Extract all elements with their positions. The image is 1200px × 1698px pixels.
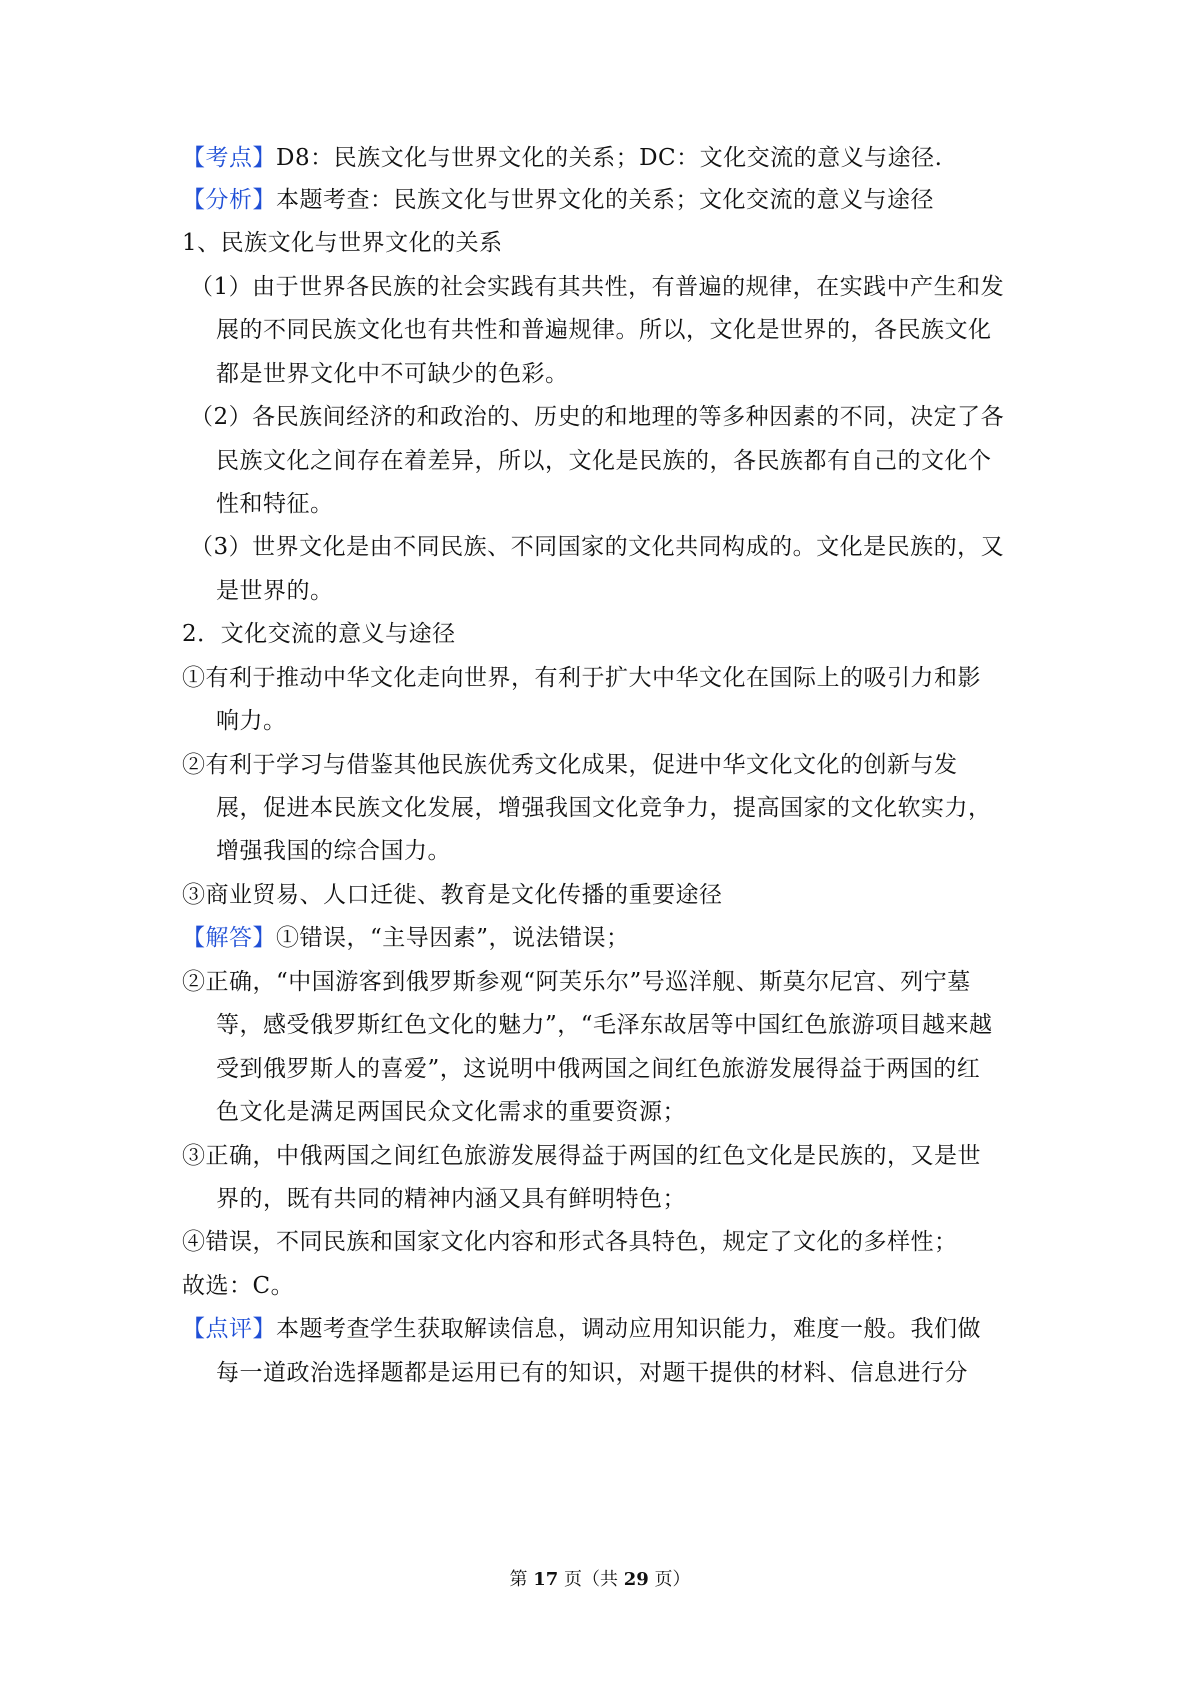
paragraph-line: 响力。 — [216, 708, 287, 734]
paragraph-line: 故选：C。 — [182, 1273, 295, 1299]
paragraph-line: ③商业贸易、人口迁徙、教育是文化传播的重要途径 — [182, 882, 723, 908]
paragraph-line: （2）各民族间经济的和政治的、历史的和地理的等多种因素的不同，决定了各 — [190, 404, 1005, 430]
paragraph-line: ④错误，不同民族和国家文化内容和形式各具特色，规定了文化的多样性； — [182, 1229, 958, 1255]
jieda-tag: 【解答】 — [182, 925, 276, 951]
paragraph-line: 展，促进本民族文化发展，增强我国文化竞争力，提高国家的文化软实力， — [216, 795, 992, 821]
paragraph-line: ①有利于推动中华文化走向世界，有利于扩大中华文化在国际上的吸引力和影 — [182, 665, 981, 691]
paragraph-line: 每一道政治选择题都是运用已有的知识，对题干提供的材料、信息进行分 — [216, 1360, 968, 1386]
dianping-tag: 【点评】 — [182, 1316, 276, 1342]
paragraph-line: 等，感受俄罗斯红色文化的魅力”，“毛泽东故居等中国红色旅游项目越来越 — [216, 1012, 993, 1038]
footer-prefix: 第 — [509, 1569, 528, 1590]
dianping-line — [182, 1314, 1042, 1344]
paragraph-line: 增强我国的综合国力。 — [216, 838, 451, 864]
jieda-text: ①错误，“主导因素”，说法错误； — [276, 925, 630, 951]
paragraph-line: 1、民族文化与世界文化的关系 — [182, 230, 503, 256]
total-page-number: 29 — [623, 1569, 649, 1590]
paragraph-line: 受到俄罗斯人的喜爱”，这说明中俄两国之间红色旅游发展得益于两国的红 — [216, 1056, 981, 1082]
paragraph-line: 色文化是满足两国民众文化需求的重要资源； — [216, 1099, 686, 1125]
paragraph-line: （1）由于世界各民族的社会实践有其共性，有普遍的规律，在实践中产生和发 — [190, 274, 1005, 300]
page-footer — [0, 1568, 1200, 1592]
kaodian-text: D8：民族文化与世界文化的关系；DC：文化交流的意义与途径. — [276, 145, 943, 171]
fenxi-text: 本题考查：民族文化与世界文化的关系；文化交流的意义与途径 — [276, 187, 934, 213]
paragraph-line: 是世界的。 — [216, 578, 334, 604]
paragraph-line: ②正确，“中国游客到俄罗斯参观“阿芙乐尔”号巡洋舰、斯莫尔尼宫、列宁墓 — [182, 969, 971, 995]
paragraph-line: ③正确，中俄两国之间红色旅游发展得益于两国的红色文化是民族的，又是世 — [182, 1143, 981, 1169]
paragraph-line: 2．文化交流的意义与途径 — [182, 621, 456, 647]
fenxi-tag: 【分析】 — [182, 187, 276, 213]
jieda-line — [182, 923, 1042, 953]
paragraph-line: 性和特征。 — [216, 491, 334, 517]
dianping-text: 本题考查学生获取解读信息，调动应用知识能力，难度一般。我们做 — [276, 1316, 981, 1342]
kaodian-line — [182, 143, 1042, 173]
fenxi-line — [182, 185, 1042, 215]
paragraph-line: 展的不同民族文化也有共性和普遍规律。所以，文化是世界的，各民族文化 — [216, 317, 992, 343]
footer-middle: 页（共 — [564, 1569, 618, 1590]
footer-suffix: 页） — [654, 1569, 691, 1590]
paragraph-line: 界的，既有共同的精神内涵又具有鲜明特色； — [216, 1186, 686, 1212]
paragraph-line: 民族文化之间存在着差异，所以，文化是民族的，各民族都有自己的文化个 — [216, 448, 992, 474]
paragraph-line: 都是世界文化中不可缺少的色彩。 — [216, 361, 569, 387]
kaodian-tag: 【考点】 — [182, 145, 276, 171]
paragraph-line: （3）世界文化是由不同民族、不同国家的文化共同构成的。文化是民族的，又 — [190, 534, 1005, 560]
current-page-number: 17 — [533, 1569, 559, 1590]
paragraph-line: ②有利于学习与借鉴其他民族优秀文化成果，促进中华文化文化的创新与发 — [182, 752, 958, 778]
